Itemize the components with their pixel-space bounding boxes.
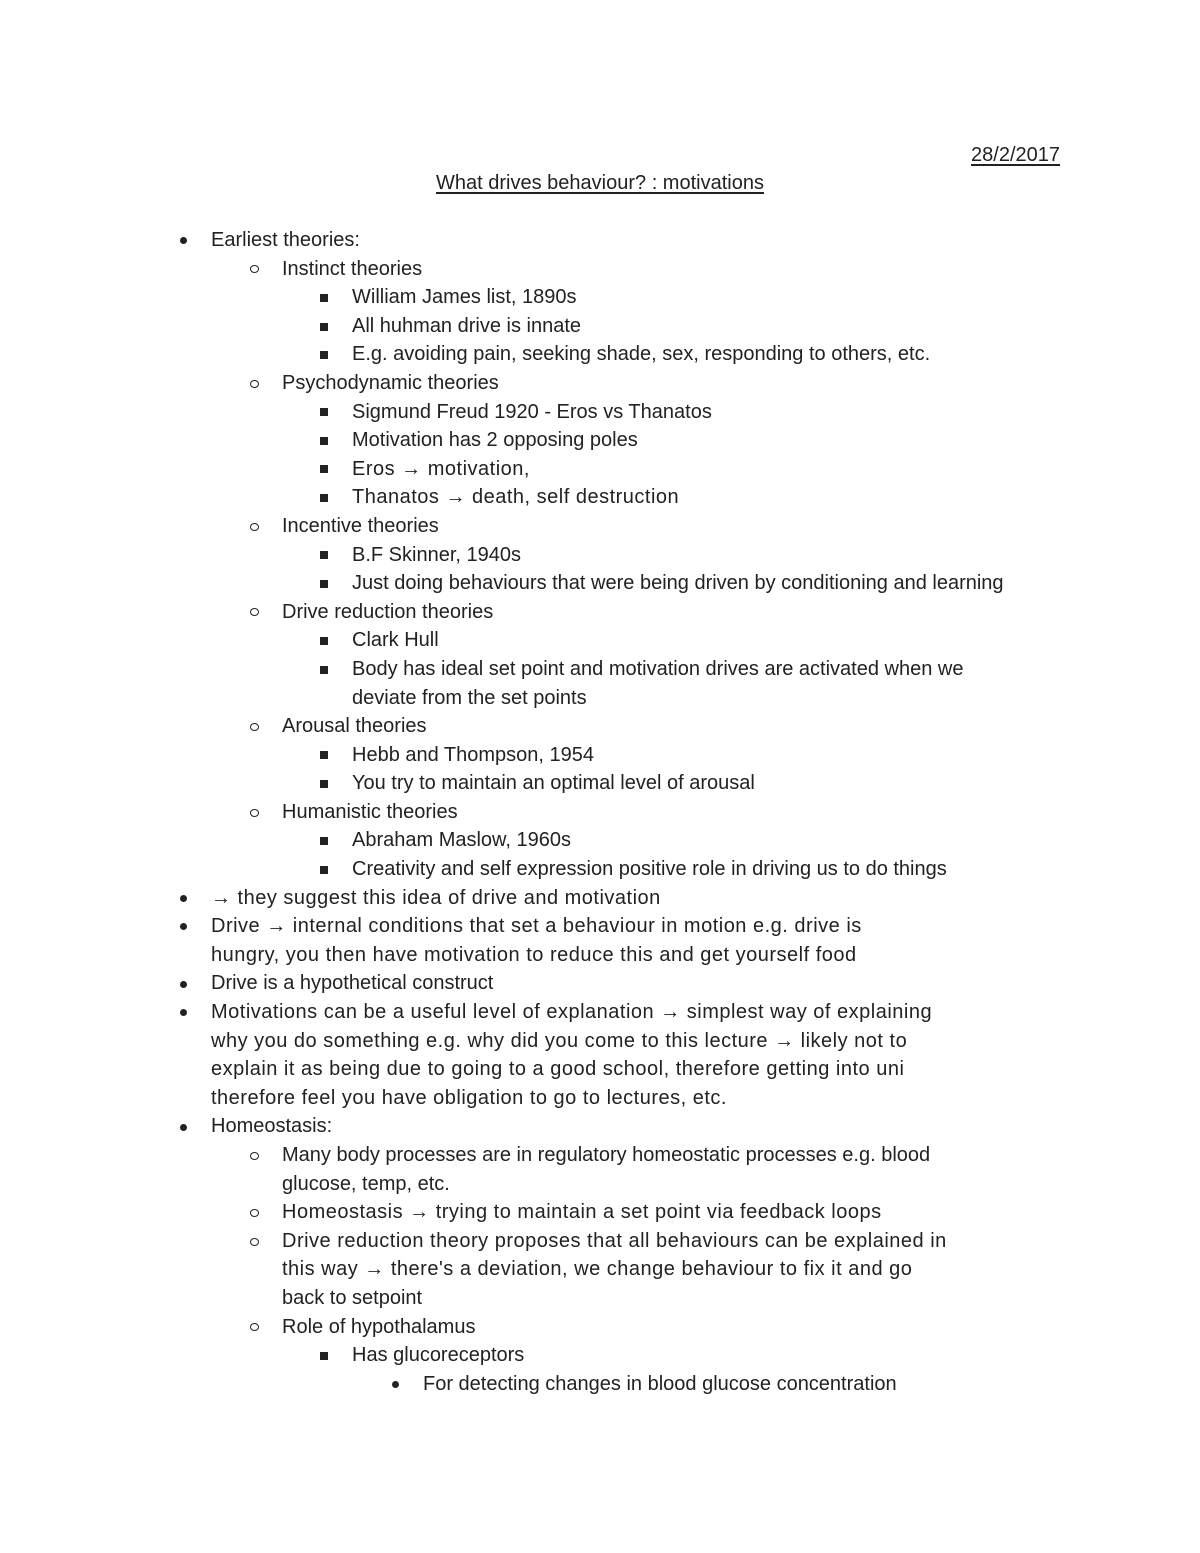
bullet-square-icon [318,741,330,770]
bullet-square-icon [318,398,330,427]
list-item: → they suggest this idea of drive and motivation [0,884,1200,913]
bullet-square-icon [318,826,330,855]
list-item-continuation: why you do something e.g. why did you come to this lecture → likely not to [211,1029,908,1052]
bullet-square-icon [318,569,330,598]
bullet-circle-icon [248,712,260,741]
bullet-circle-icon [248,512,260,541]
list-item: Earliest theories: [0,226,1200,255]
list-item: Humanistic theories [0,798,1200,827]
bullet-square-icon [318,483,330,512]
list-item: William James list, 1890s [0,283,1200,312]
list-item: Drive is a hypothetical construct [0,969,1200,998]
bullet-circle-icon [248,255,260,284]
list-item: Has glucoreceptors [0,1341,1200,1370]
list-item: Motivation has 2 opposing poles [0,426,1200,455]
bullet-circle-icon [248,1198,260,1227]
list-item: Eros → motivation, [0,455,1200,484]
list-item: Instinct theories [0,255,1200,284]
list-item: Drive reduction theory proposes that all behaviours can be explained in [0,1227,1200,1256]
list-item-continuation: deviate from the set points [352,686,587,709]
list-item-continuation: glucose, temp, etc. [282,1172,450,1195]
list-item: All huhman drive is innate [0,312,1200,341]
list-item: B.F Skinner, 1940s [0,541,1200,570]
bullet-dot-icon [177,1112,189,1141]
list-item: Abraham Maslow, 1960s [0,826,1200,855]
list-item: Creativity and self expression positive role in driving us to do things [0,855,1200,884]
bullet-square-icon [318,340,330,369]
list-item: Drive → internal conditions that set a behaviour in motion e.g. drive is [0,912,1200,941]
bullet-circle-icon [248,1227,260,1256]
list-item: You try to maintain an optimal level of arousal [0,769,1200,798]
list-item: Homeostasis → trying to maintain a set point via feedback loops [0,1198,1200,1227]
bullet-square-icon [318,1341,330,1370]
list-item-continuation: explain it as being due to going to a good school, therefore getting into uni [211,1058,905,1081]
bullet-square-icon [318,855,330,884]
list-item-continuation: back to setpoint [282,1286,423,1309]
bullet-square-icon [318,541,330,570]
bullet-dot-icon [389,1370,401,1399]
bullet-square-icon [318,769,330,798]
list-item: Clark Hull [0,626,1200,655]
bullet-circle-icon [248,369,260,398]
bullet-dot-icon [177,969,189,998]
list-item: Homeostasis: [0,1112,1200,1141]
list-item: Arousal theories [0,712,1200,741]
bullet-square-icon [318,426,330,455]
list-item: Just doing behaviours that were being driven by conditioning and learning [0,569,1200,598]
bullet-square-icon [318,283,330,312]
bullet-circle-icon [248,798,260,827]
list-item: Hebb and Thompson, 1954 [0,741,1200,770]
list-item: E.g. avoiding pain, seeking shade, sex, responding to others, etc. [0,340,1200,369]
bullet-square-icon [318,312,330,341]
bullet-dot-icon [177,998,189,1027]
list-item-continuation: this way → there's a deviation, we change behaviour to fix it and go [282,1258,913,1281]
bullet-square-icon [318,455,330,484]
list-item: Many body processes are in regulatory homeostatic processes e.g. blood [0,1141,1200,1170]
list-item: For detecting changes in blood glucose concentration [0,1370,1200,1399]
list-item: Role of hypothalamus [0,1313,1200,1342]
bullet-dot-icon [177,226,189,255]
bullet-dot-icon [177,884,189,913]
bullet-circle-icon [248,598,260,627]
page-title: What drives behaviour? : motivations [436,172,764,194]
list-item: Thanatos → death, self destruction [0,483,1200,512]
bullet-circle-icon [248,1141,260,1170]
list-item: Incentive theories [0,512,1200,541]
list-item-continuation: therefore feel you have obligation to go to lectures, etc. [211,1086,727,1109]
note-date: 28/2/2017 [971,144,1060,166]
bullet-square-icon [318,655,330,684]
list-item-continuation: hungry, you then have motivation to reduce this and get yourself food [211,943,857,966]
list-item: Sigmund Freud 1920 - Eros vs Thanatos [0,398,1200,427]
list-item: Drive reduction theories [0,598,1200,627]
bullet-square-icon [318,626,330,655]
list-item: Psychodynamic theories [0,369,1200,398]
notes-list [0,226,1200,1398]
bullet-circle-icon [248,1313,260,1342]
bullet-dot-icon [177,912,189,941]
list-item: Body has ideal set point and motivation drives are activated when we [0,655,1200,684]
list-item: Motivations can be a useful level of explanation → simplest way of explaining [0,998,1200,1027]
